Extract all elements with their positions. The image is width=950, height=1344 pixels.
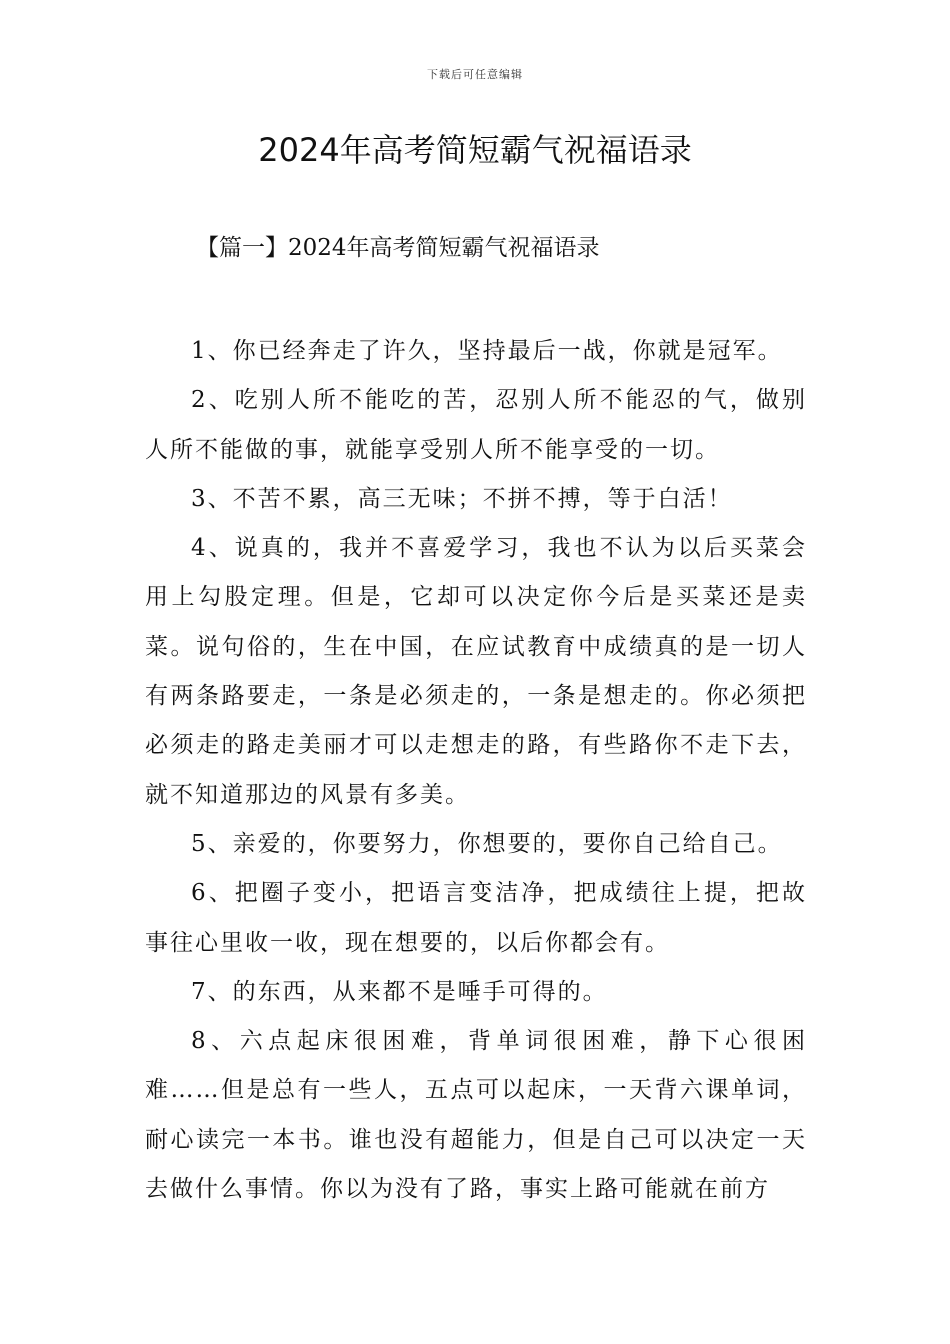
document-title: 2024年高考简短霸气祝福语录 [258, 131, 692, 169]
paragraph-1: 1、你已经奔走了许久，坚持最后一战，你就是冠军。 [191, 338, 783, 364]
section-heading: 【篇一】2024年高考简短霸气祝福语录 [196, 235, 600, 261]
paragraph-8: 8、六点起床很困难，背单词很困难，静下心很困难……但是总有一些人，五点可以起床，一天背六课单词，耐心读完一本书。谁也没有超能力，但是自己可以决定一天去做什么事情。你以为没有了路，事实上路可能就在前方 [145, 1028, 807, 1203]
page-header-note: 下载后可任意编辑 [427, 68, 523, 81]
paragraph-5: 5、亲爱的，你要努力，你想要的，要你自己给自己。 [191, 830, 783, 857]
paragraph-4: 4、说真的，我并不喜爱学习，我也不认为以后买菜会用上勾股定理。但是，它却可以决定你今后是买菜还是卖菜。说句俗的，生在中国，在应试教育中成绩真的是一切人有两条路要走，一条是必须走的，一条是想走的。你必须把必须走的路走美丽才可以走想走的路，有些路你不走下去，就不知道那边的风景有多美。 [145, 535, 807, 808]
paragraph-2: 2、吃别人所不能吃的苦，忍别人所不能忍的气，做别人所不能做的事，就能享受别人所不能享受的一切。 [145, 387, 807, 463]
paragraph-3: 3、不苦不累，高三无味；不拼不搏，等于白活！ [191, 485, 733, 512]
document-body [145, 327, 807, 1214]
paragraph-7: 7、的东西，从来都不是唾手可得的。 [191, 978, 608, 1005]
paragraph-6: 6、把圈子变小，把语言变洁净，把成绩往上提，把故事往心里收一收，现在想要的，以后你都会有。 [145, 880, 807, 956]
